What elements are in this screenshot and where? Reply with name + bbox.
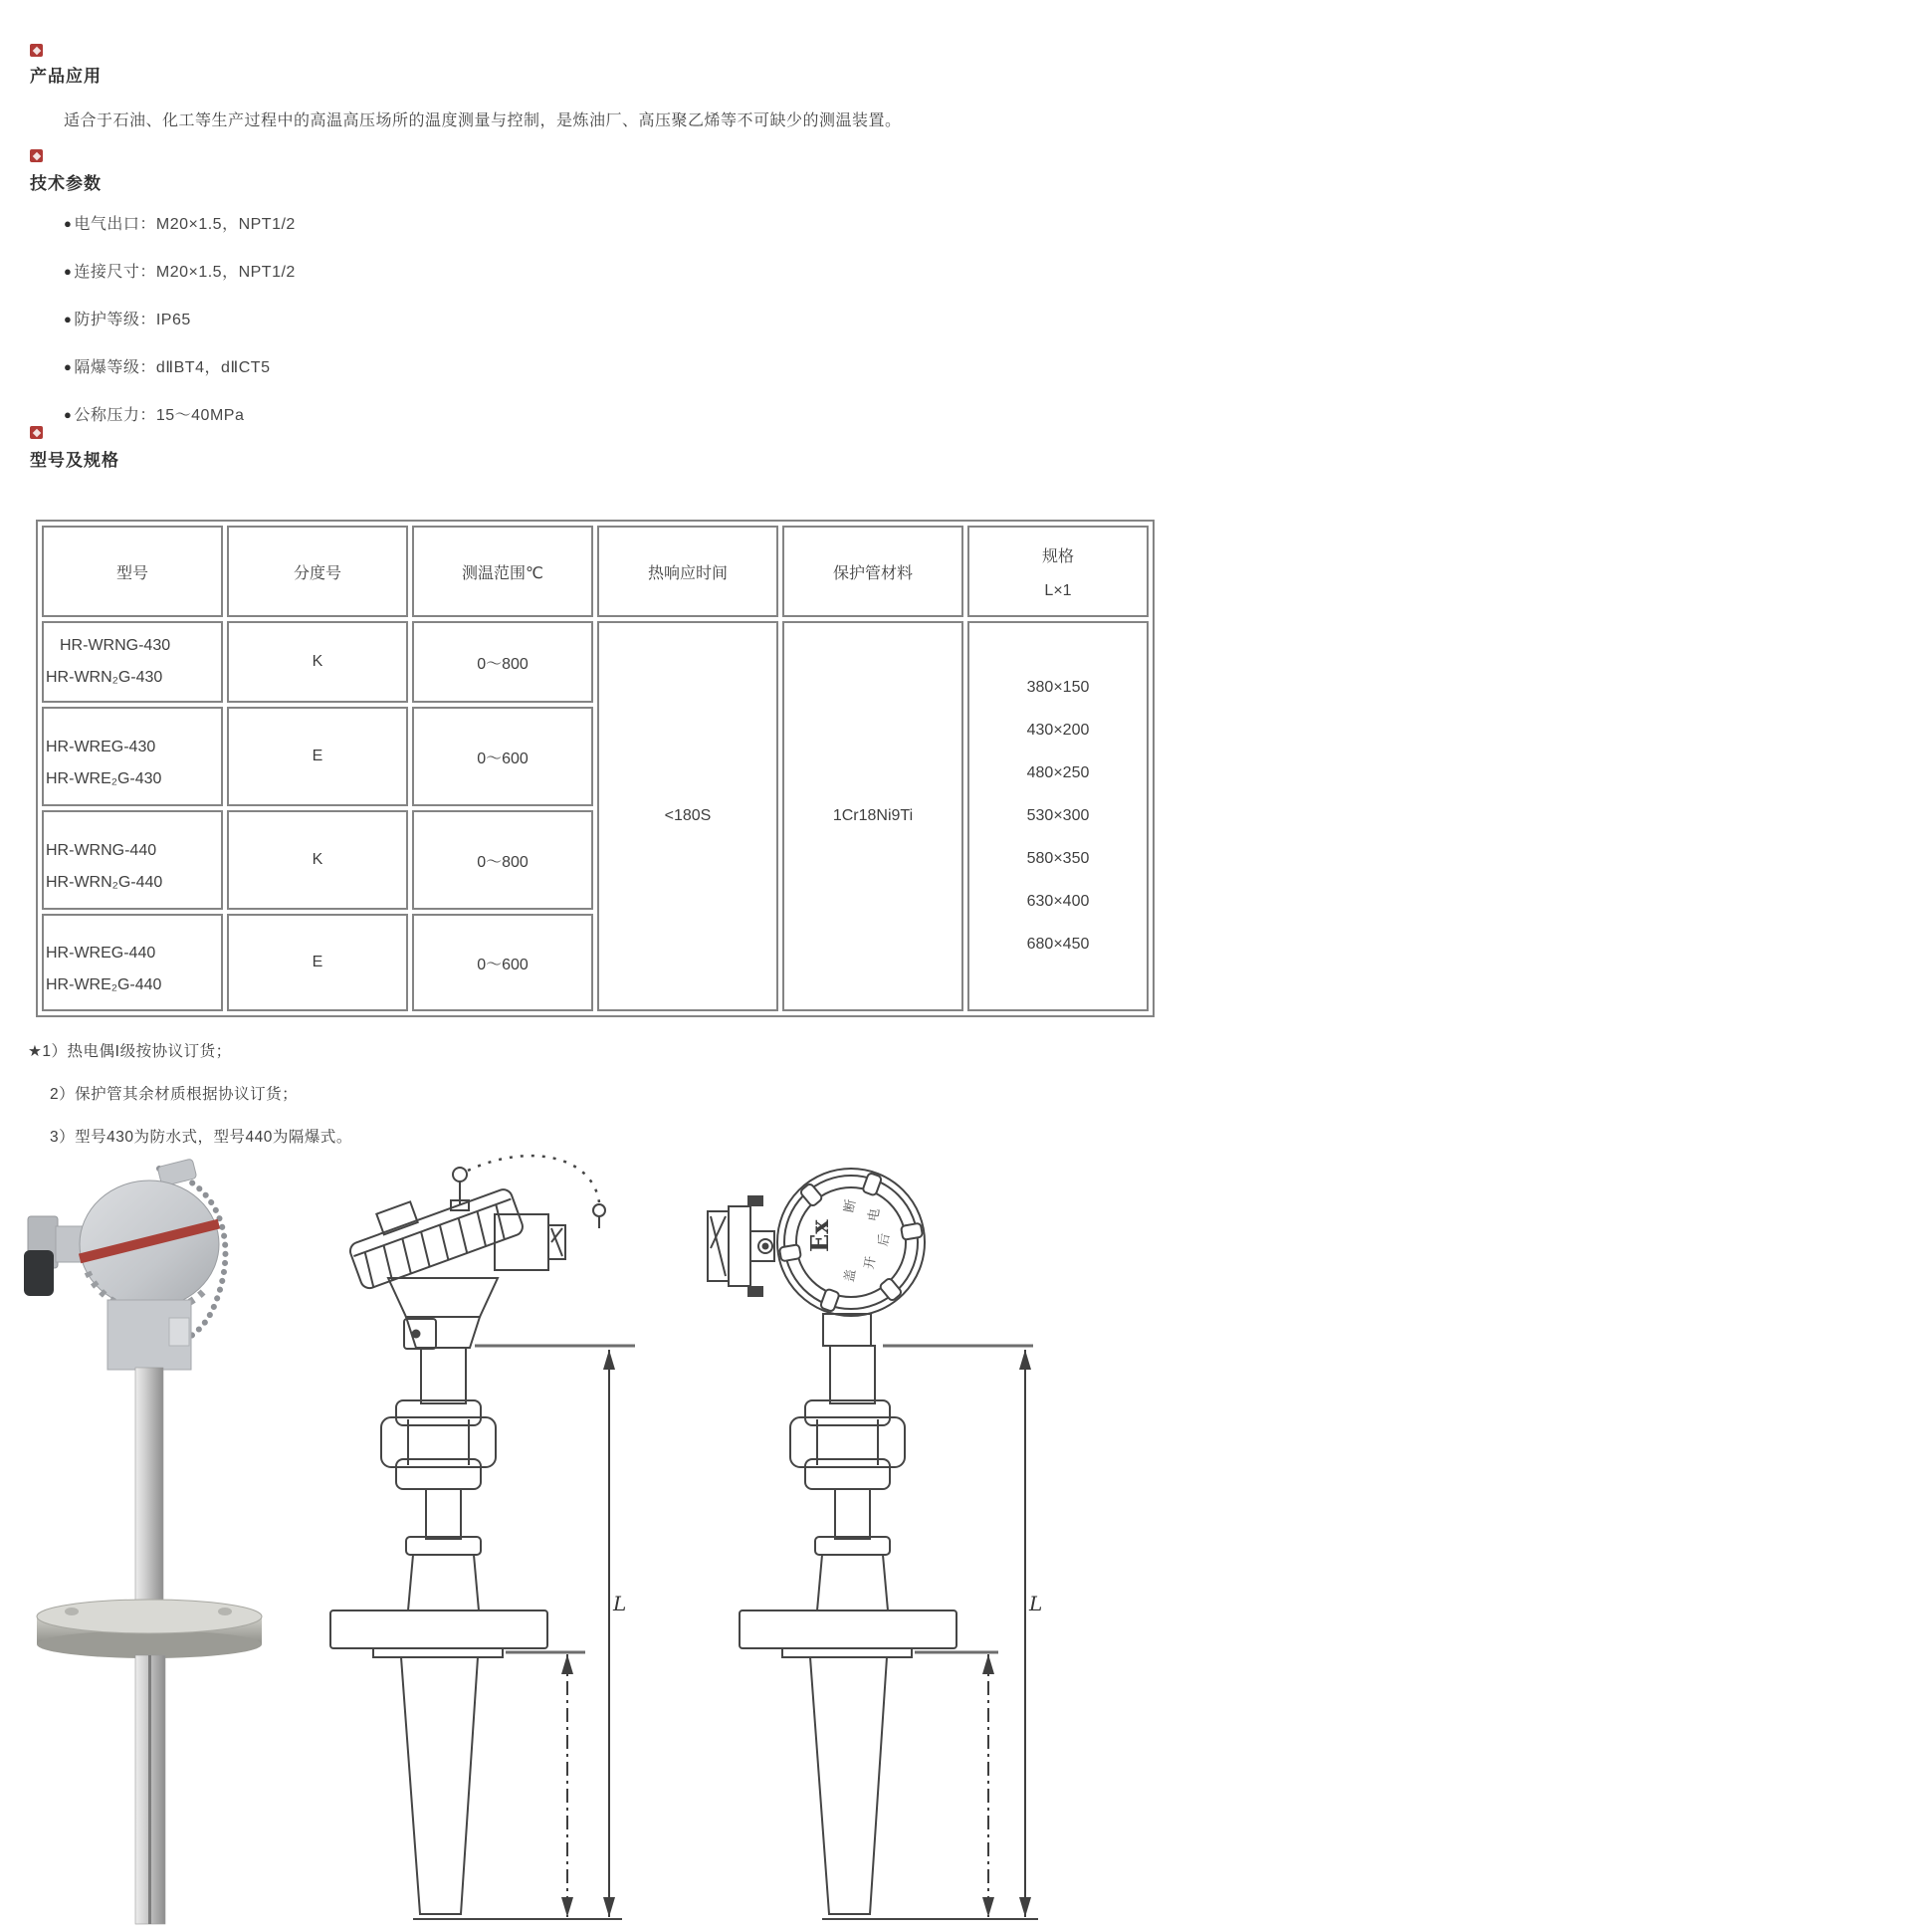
arrow-up-icon bbox=[561, 1654, 573, 1674]
flange-bolt-hole bbox=[218, 1608, 232, 1615]
rim-tick bbox=[474, 1211, 490, 1246]
ex-mark: Ex bbox=[805, 1219, 834, 1252]
range-cell: 0～800 bbox=[412, 621, 593, 703]
model-cell bbox=[42, 707, 223, 806]
flange-bottom bbox=[37, 1630, 262, 1658]
gland-bolt-dot bbox=[763, 1244, 768, 1249]
col-header-response: 热响应时间 bbox=[597, 526, 778, 617]
rim-tick bbox=[417, 1231, 433, 1266]
spec-value: 380×150 bbox=[1026, 679, 1090, 696]
model-name: HR-WRE₂G-440 bbox=[46, 976, 162, 993]
thermocouple-photo bbox=[10, 1153, 269, 1932]
neck-tube bbox=[830, 1346, 875, 1403]
neck-block bbox=[823, 1314, 871, 1346]
cover-warning-char: 盖 bbox=[841, 1267, 859, 1284]
spec-value: 680×450 bbox=[1026, 936, 1090, 953]
flange-face bbox=[37, 1600, 262, 1633]
gland-cap-bolt bbox=[593, 1204, 605, 1216]
note-line: 2）保护管其余材质根据协议订货； bbox=[50, 1086, 299, 1103]
terminal-dot bbox=[413, 1331, 420, 1338]
spec-value: 430×200 bbox=[1026, 722, 1090, 739]
model-cell bbox=[42, 810, 223, 910]
spec-header-line2: L×1 bbox=[1044, 581, 1072, 599]
range-cell: 0～600 bbox=[412, 707, 593, 806]
arrow-up-icon bbox=[982, 1654, 994, 1674]
rim-slot bbox=[820, 1288, 840, 1312]
cover-outer-circle bbox=[777, 1169, 925, 1316]
model-cell bbox=[42, 621, 223, 703]
head-label bbox=[169, 1318, 189, 1346]
rim-slot bbox=[901, 1223, 923, 1240]
rim-slot bbox=[862, 1173, 882, 1196]
bullet-dot-icon: ● bbox=[64, 359, 73, 374]
arrow-down-icon bbox=[1019, 1897, 1031, 1917]
model-name: HR-WRNG-430 bbox=[60, 637, 171, 654]
neck-tube bbox=[421, 1348, 466, 1403]
graduation-cell: K bbox=[227, 621, 408, 703]
flange-bolt-hole bbox=[65, 1608, 79, 1615]
cover-bolt bbox=[453, 1168, 467, 1181]
taper-socket bbox=[408, 1555, 479, 1610]
model-name: HR-WRE₂G-430 bbox=[46, 770, 162, 787]
dim-label-L: L bbox=[1029, 1592, 1043, 1615]
parameter-item bbox=[64, 402, 296, 425]
note-line: 3）型号430为防水式，型号440为隔爆式。 bbox=[50, 1129, 352, 1146]
application-body-text: 适合于石油、化工等生产过程中的高温高压场所的温度测量与控制，是炼油厂、高压聚乙烯等不可缺少的测温装置。 bbox=[64, 112, 902, 129]
parameter-text: 隔爆等级：dⅡBT4，dⅡCT5 bbox=[74, 359, 271, 376]
bullet-dot-icon: ● bbox=[64, 407, 73, 422]
material-cell: 1Cr18Ni9Ti bbox=[782, 621, 963, 1011]
drawing-explosionproof-type bbox=[645, 1153, 1043, 1929]
range-cell: 0～800 bbox=[412, 810, 593, 910]
model-name: HR-WRN₂G-430 bbox=[46, 669, 163, 686]
col-header-graduation: 分度号 bbox=[227, 526, 408, 617]
cover-edge bbox=[353, 1199, 511, 1256]
cover-warning-char: 电 bbox=[865, 1206, 883, 1223]
tapered-probe bbox=[810, 1657, 887, 1914]
cover-clamp bbox=[376, 1201, 417, 1234]
section-title-models: 型号及规格 bbox=[30, 451, 119, 470]
section-bullet-icon bbox=[30, 426, 43, 439]
parameter-item bbox=[64, 259, 296, 282]
parameter-text: 电气出口：M20×1.5，NPT1/2 bbox=[74, 216, 296, 233]
parameter-item bbox=[64, 354, 296, 377]
bullet-dot-icon: ● bbox=[64, 216, 73, 231]
section-bullet-icon bbox=[30, 149, 43, 162]
col-header-range: 测温范围℃ bbox=[412, 526, 593, 617]
col-header-model: 型号 bbox=[42, 526, 223, 617]
cap-hatch bbox=[711, 1216, 726, 1276]
model-name: HR-WRN₂G-440 bbox=[46, 874, 163, 891]
note-line: ★1）热电偶Ⅰ级按协议订货； bbox=[28, 1043, 232, 1060]
tilted-cover bbox=[341, 1169, 526, 1291]
top-bolt bbox=[748, 1196, 762, 1205]
spec-value: 630×400 bbox=[1026, 893, 1090, 910]
lower-tube bbox=[426, 1489, 461, 1539]
tapered-probe bbox=[401, 1657, 478, 1914]
rim-tick bbox=[380, 1245, 396, 1280]
rim-tick bbox=[399, 1238, 415, 1273]
arrow-up-icon bbox=[1019, 1350, 1031, 1370]
graduation-cell: E bbox=[227, 707, 408, 806]
arrow-down-icon bbox=[561, 1897, 573, 1917]
cover-slots bbox=[779, 1173, 923, 1312]
rim-tick bbox=[455, 1218, 471, 1253]
parameter-text: 防护等级：IP65 bbox=[74, 312, 191, 328]
lower-tube bbox=[835, 1489, 870, 1539]
col-header-spec bbox=[967, 526, 1149, 617]
section-title-parameters: 技术参数 bbox=[30, 174, 102, 193]
gland-body bbox=[729, 1206, 750, 1286]
cable-entry bbox=[24, 1250, 54, 1296]
model-cell bbox=[42, 914, 223, 1011]
bottom-bolt bbox=[748, 1287, 762, 1296]
model-name: HR-WREG-430 bbox=[46, 739, 156, 755]
rim-tick bbox=[361, 1252, 377, 1287]
model-name: HR-WREG-440 bbox=[46, 945, 156, 962]
arrow-down-icon bbox=[982, 1897, 994, 1917]
cover-warning-char: 断 bbox=[841, 1197, 859, 1214]
parameter-text: 公称压力：15～40MPa bbox=[74, 407, 245, 424]
cap-hatch bbox=[551, 1228, 562, 1256]
table-header-row bbox=[42, 526, 1149, 617]
graduation-cell: K bbox=[227, 810, 408, 910]
bullet-dot-icon: ● bbox=[64, 264, 73, 279]
dim-label-L: L bbox=[613, 1592, 627, 1615]
spec-values-cell bbox=[967, 621, 1149, 1011]
parameter-item bbox=[64, 307, 296, 329]
spec-value: 480×250 bbox=[1026, 764, 1090, 781]
head-body-upper bbox=[388, 1278, 498, 1317]
model-name: HR-WRNG-440 bbox=[46, 842, 157, 859]
arrow-up-icon bbox=[603, 1350, 615, 1370]
spec-value: 530×300 bbox=[1026, 807, 1090, 824]
parameter-text: 连接尺寸：M20×1.5，NPT1/2 bbox=[74, 264, 296, 281]
range-cell: 0～600 bbox=[412, 914, 593, 1011]
arrow-down-icon bbox=[603, 1897, 615, 1917]
response-time-cell: <180S bbox=[597, 621, 778, 1011]
col-header-material: 保护管材料 bbox=[782, 526, 963, 617]
stem-tube bbox=[135, 1368, 163, 1614]
model-spec-table bbox=[36, 520, 1155, 1017]
spec-header-line1: 规格 bbox=[1041, 547, 1074, 565]
parameter-list bbox=[64, 211, 296, 450]
section-bullet-icon bbox=[30, 44, 43, 57]
section-title-application: 产品应用 bbox=[30, 67, 102, 86]
flange bbox=[740, 1610, 956, 1648]
bullet-dot-icon: ● bbox=[64, 312, 73, 326]
flange-plate bbox=[782, 1648, 912, 1657]
graduation-cell: E bbox=[227, 914, 408, 1011]
taper-socket bbox=[817, 1555, 888, 1610]
flange bbox=[330, 1610, 547, 1648]
table-row bbox=[42, 621, 1149, 703]
cover-warning-char: 开 bbox=[861, 1254, 879, 1271]
parameter-item bbox=[64, 211, 296, 234]
probe-seam bbox=[148, 1655, 151, 1924]
rim-tick bbox=[436, 1225, 452, 1260]
cover-warning-char: 后 bbox=[875, 1231, 893, 1248]
flange-plate bbox=[373, 1648, 503, 1657]
drawing-waterproof-type bbox=[249, 1153, 647, 1929]
rim-slot bbox=[779, 1244, 801, 1261]
spec-value: 580×350 bbox=[1026, 850, 1090, 867]
